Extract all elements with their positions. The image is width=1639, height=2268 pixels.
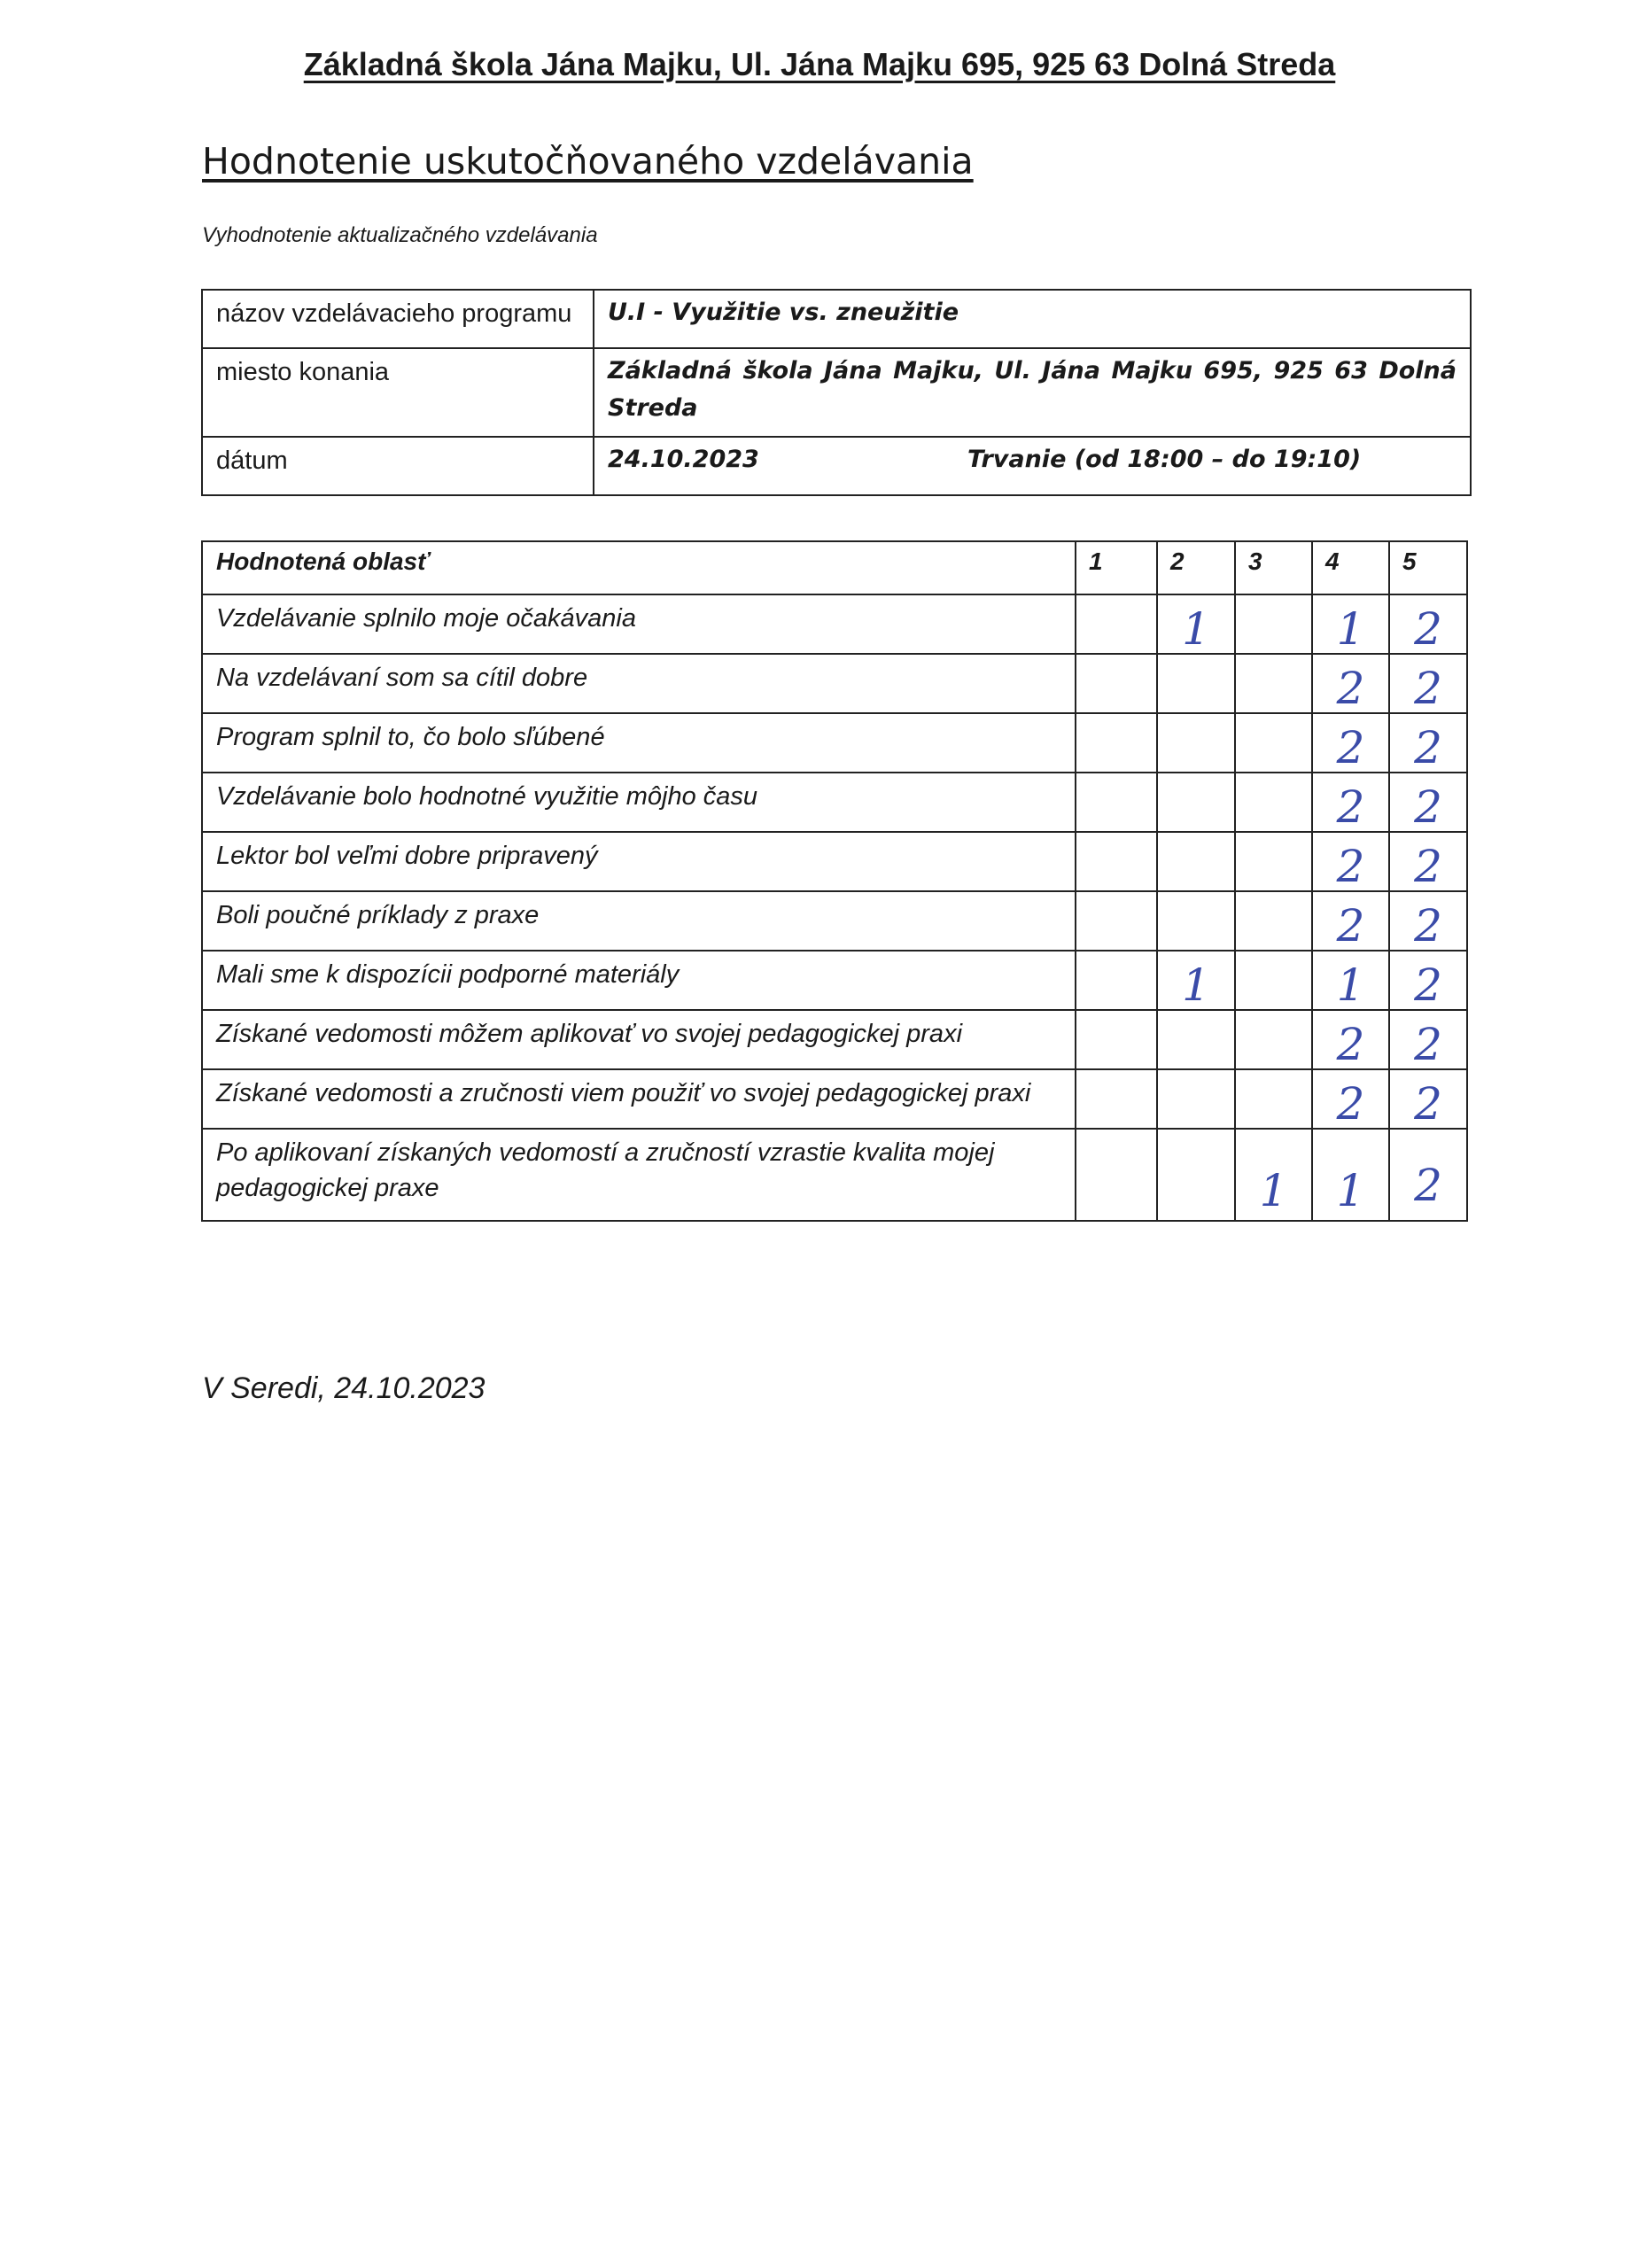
- score-cell-4: [1312, 951, 1389, 1010]
- area-label: Lektor bol veľmi dobre pripravený: [202, 832, 1076, 891]
- handwritten-count: 2: [1336, 841, 1365, 892]
- evaluation-header-row: [202, 541, 1467, 594]
- area-label: Na vzdelávaní som sa cítil dobre: [202, 654, 1076, 713]
- area-label: Po aplikovaní získaných vedomostí a zručností vzrastie kvalita mojej pedagogickej praxe: [202, 1129, 1076, 1221]
- table-row: [202, 1010, 1467, 1069]
- score-header-3: 3: [1235, 541, 1312, 594]
- score-cell-2: [1157, 832, 1235, 891]
- score-cell-1: [1076, 1069, 1157, 1129]
- handwritten-count: 2: [1414, 1019, 1442, 1070]
- handwritten-count: 2: [1336, 781, 1365, 833]
- score-cell-5: [1389, 1129, 1467, 1221]
- handwritten-count: 2: [1336, 1078, 1365, 1130]
- score-cell-4: [1312, 1129, 1389, 1221]
- table-row: [202, 654, 1467, 713]
- table-row: [202, 1069, 1467, 1129]
- score-header-1: 1: [1076, 541, 1157, 594]
- area-label: Mali sme k dispozícii podporné materiály: [202, 951, 1076, 1010]
- date-value: 24.10.2023: [608, 446, 759, 473]
- area-label: Vzdelávanie bolo hodnotné využitie môjho času: [202, 773, 1076, 832]
- score-cell-5: [1389, 773, 1467, 832]
- score-cell-5: [1389, 1069, 1467, 1129]
- score-cell-2: [1157, 951, 1235, 1010]
- score-cell-1: [1076, 594, 1157, 654]
- school-header: Základná škola Jána Majku, Ul. Jána Majku 695, 925 63 Dolná Streda: [303, 46, 1336, 82]
- score-cell-1: [1076, 773, 1157, 832]
- score-cell-1: [1076, 891, 1157, 951]
- score-cell-2: [1157, 654, 1235, 713]
- area-label: Boli poučné príklady z praxe: [202, 891, 1076, 951]
- score-cell-4: [1312, 1069, 1389, 1129]
- program-value: U.I - Využitie vs. zneužitie: [594, 290, 1471, 348]
- handwritten-count: 1: [1336, 1165, 1365, 1216]
- document-subtitle: Vyhodnotenie aktualizačného vzdelávania: [202, 223, 598, 247]
- score-cell-2: [1157, 1010, 1235, 1069]
- score-cell-3: [1235, 654, 1312, 713]
- score-cell-3: [1235, 1069, 1312, 1129]
- handwritten-count: 2: [1414, 603, 1442, 655]
- score-cell-5: [1389, 891, 1467, 951]
- handwritten-count: 2: [1336, 722, 1365, 773]
- evaluation-table: [201, 540, 1468, 1222]
- score-cell-5: [1389, 654, 1467, 713]
- score-cell-1: [1076, 713, 1157, 773]
- score-cell-2: [1157, 773, 1235, 832]
- score-cell-5: [1389, 951, 1467, 1010]
- score-cell-2: [1157, 594, 1235, 654]
- score-cell-3: [1235, 1010, 1312, 1069]
- score-cell-5: [1389, 1010, 1467, 1069]
- area-label: Získané vedomosti môžem aplikovať vo svojej pedagogickej praxi: [202, 1010, 1076, 1069]
- handwritten-count: 2: [1414, 781, 1442, 833]
- score-header-4: 4: [1312, 541, 1389, 594]
- score-cell-1: [1076, 654, 1157, 713]
- score-cell-3: [1235, 891, 1312, 951]
- score-cell-2: [1157, 1069, 1235, 1129]
- handwritten-count: 2: [1336, 900, 1365, 951]
- score-cell-5: [1389, 713, 1467, 773]
- score-cell-4: [1312, 891, 1389, 951]
- score-cell-4: [1312, 832, 1389, 891]
- handwritten-count: 1: [1336, 959, 1365, 1011]
- handwritten-count: 2: [1414, 900, 1442, 951]
- score-cell-4: [1312, 594, 1389, 654]
- score-cell-1: [1076, 951, 1157, 1010]
- program-label: názov vzdelávacieho programu: [202, 290, 594, 348]
- score-cell-2: [1157, 891, 1235, 951]
- handwritten-count: 2: [1414, 722, 1442, 773]
- area-label: Vzdelávanie splnilo moje očakávania: [202, 594, 1076, 654]
- score-cell-1: [1076, 832, 1157, 891]
- score-cell-2: [1157, 713, 1235, 773]
- document-title: Hodnotenie uskutočňovaného vzdelávania: [202, 140, 974, 183]
- program-info-table: [201, 289, 1472, 496]
- handwritten-count: 2: [1414, 663, 1442, 714]
- score-cell-4: [1312, 1010, 1389, 1069]
- info-row-date: [202, 437, 1471, 495]
- score-cell-4: [1312, 773, 1389, 832]
- area-label: Získané vedomosti a zručnosti viem použiť vo svojej pedagogickej praxi: [202, 1069, 1076, 1129]
- score-cell-3: [1235, 713, 1312, 773]
- score-cell-2: [1157, 1129, 1235, 1221]
- score-cell-1: [1076, 1129, 1157, 1221]
- score-cell-3: [1235, 1129, 1312, 1221]
- handwritten-count: 1: [1182, 959, 1210, 1011]
- date-cell: [594, 437, 1471, 495]
- handwritten-count: 2: [1414, 1078, 1442, 1130]
- table-row: [202, 891, 1467, 951]
- handwritten-count: 2: [1414, 1160, 1442, 1211]
- handwritten-count: 1: [1182, 603, 1210, 655]
- score-cell-4: [1312, 713, 1389, 773]
- date-label: dátum: [202, 437, 594, 495]
- handwritten-count: 1: [1259, 1165, 1288, 1216]
- table-row: [202, 1129, 1467, 1221]
- place-label: miesto konania: [202, 348, 594, 437]
- score-header-2: 2: [1157, 541, 1235, 594]
- handwritten-count: 2: [1414, 841, 1442, 892]
- duration-value: Trvanie (od 18:00 – do 19:10): [967, 446, 1362, 473]
- handwritten-count: 1: [1336, 603, 1365, 655]
- handwritten-count: 2: [1336, 1019, 1365, 1070]
- score-cell-3: [1235, 951, 1312, 1010]
- score-cell-3: [1235, 594, 1312, 654]
- area-label: Program splnil to, čo bolo sľúbené: [202, 713, 1076, 773]
- info-row-program: [202, 290, 1471, 348]
- table-row: [202, 713, 1467, 773]
- score-cell-1: [1076, 1010, 1157, 1069]
- place-value: Základná škola Jána Majku, Ul. Jána Majku 695, 925 63 Dolná Streda: [594, 348, 1471, 437]
- score-cell-5: [1389, 594, 1467, 654]
- table-row: [202, 951, 1467, 1010]
- info-row-place: [202, 348, 1471, 437]
- score-cell-3: [1235, 832, 1312, 891]
- score-cell-4: [1312, 654, 1389, 713]
- table-row: [202, 594, 1467, 654]
- table-row: [202, 832, 1467, 891]
- area-header: Hodnotená oblasť: [202, 541, 1076, 594]
- score-header-5: 5: [1389, 541, 1467, 594]
- place-and-date: V Seredi, 24.10.2023: [202, 1371, 485, 1405]
- table-row: [202, 773, 1467, 832]
- handwritten-count: 2: [1414, 959, 1442, 1011]
- handwritten-count: 2: [1336, 663, 1365, 714]
- score-cell-3: [1235, 773, 1312, 832]
- score-cell-5: [1389, 832, 1467, 891]
